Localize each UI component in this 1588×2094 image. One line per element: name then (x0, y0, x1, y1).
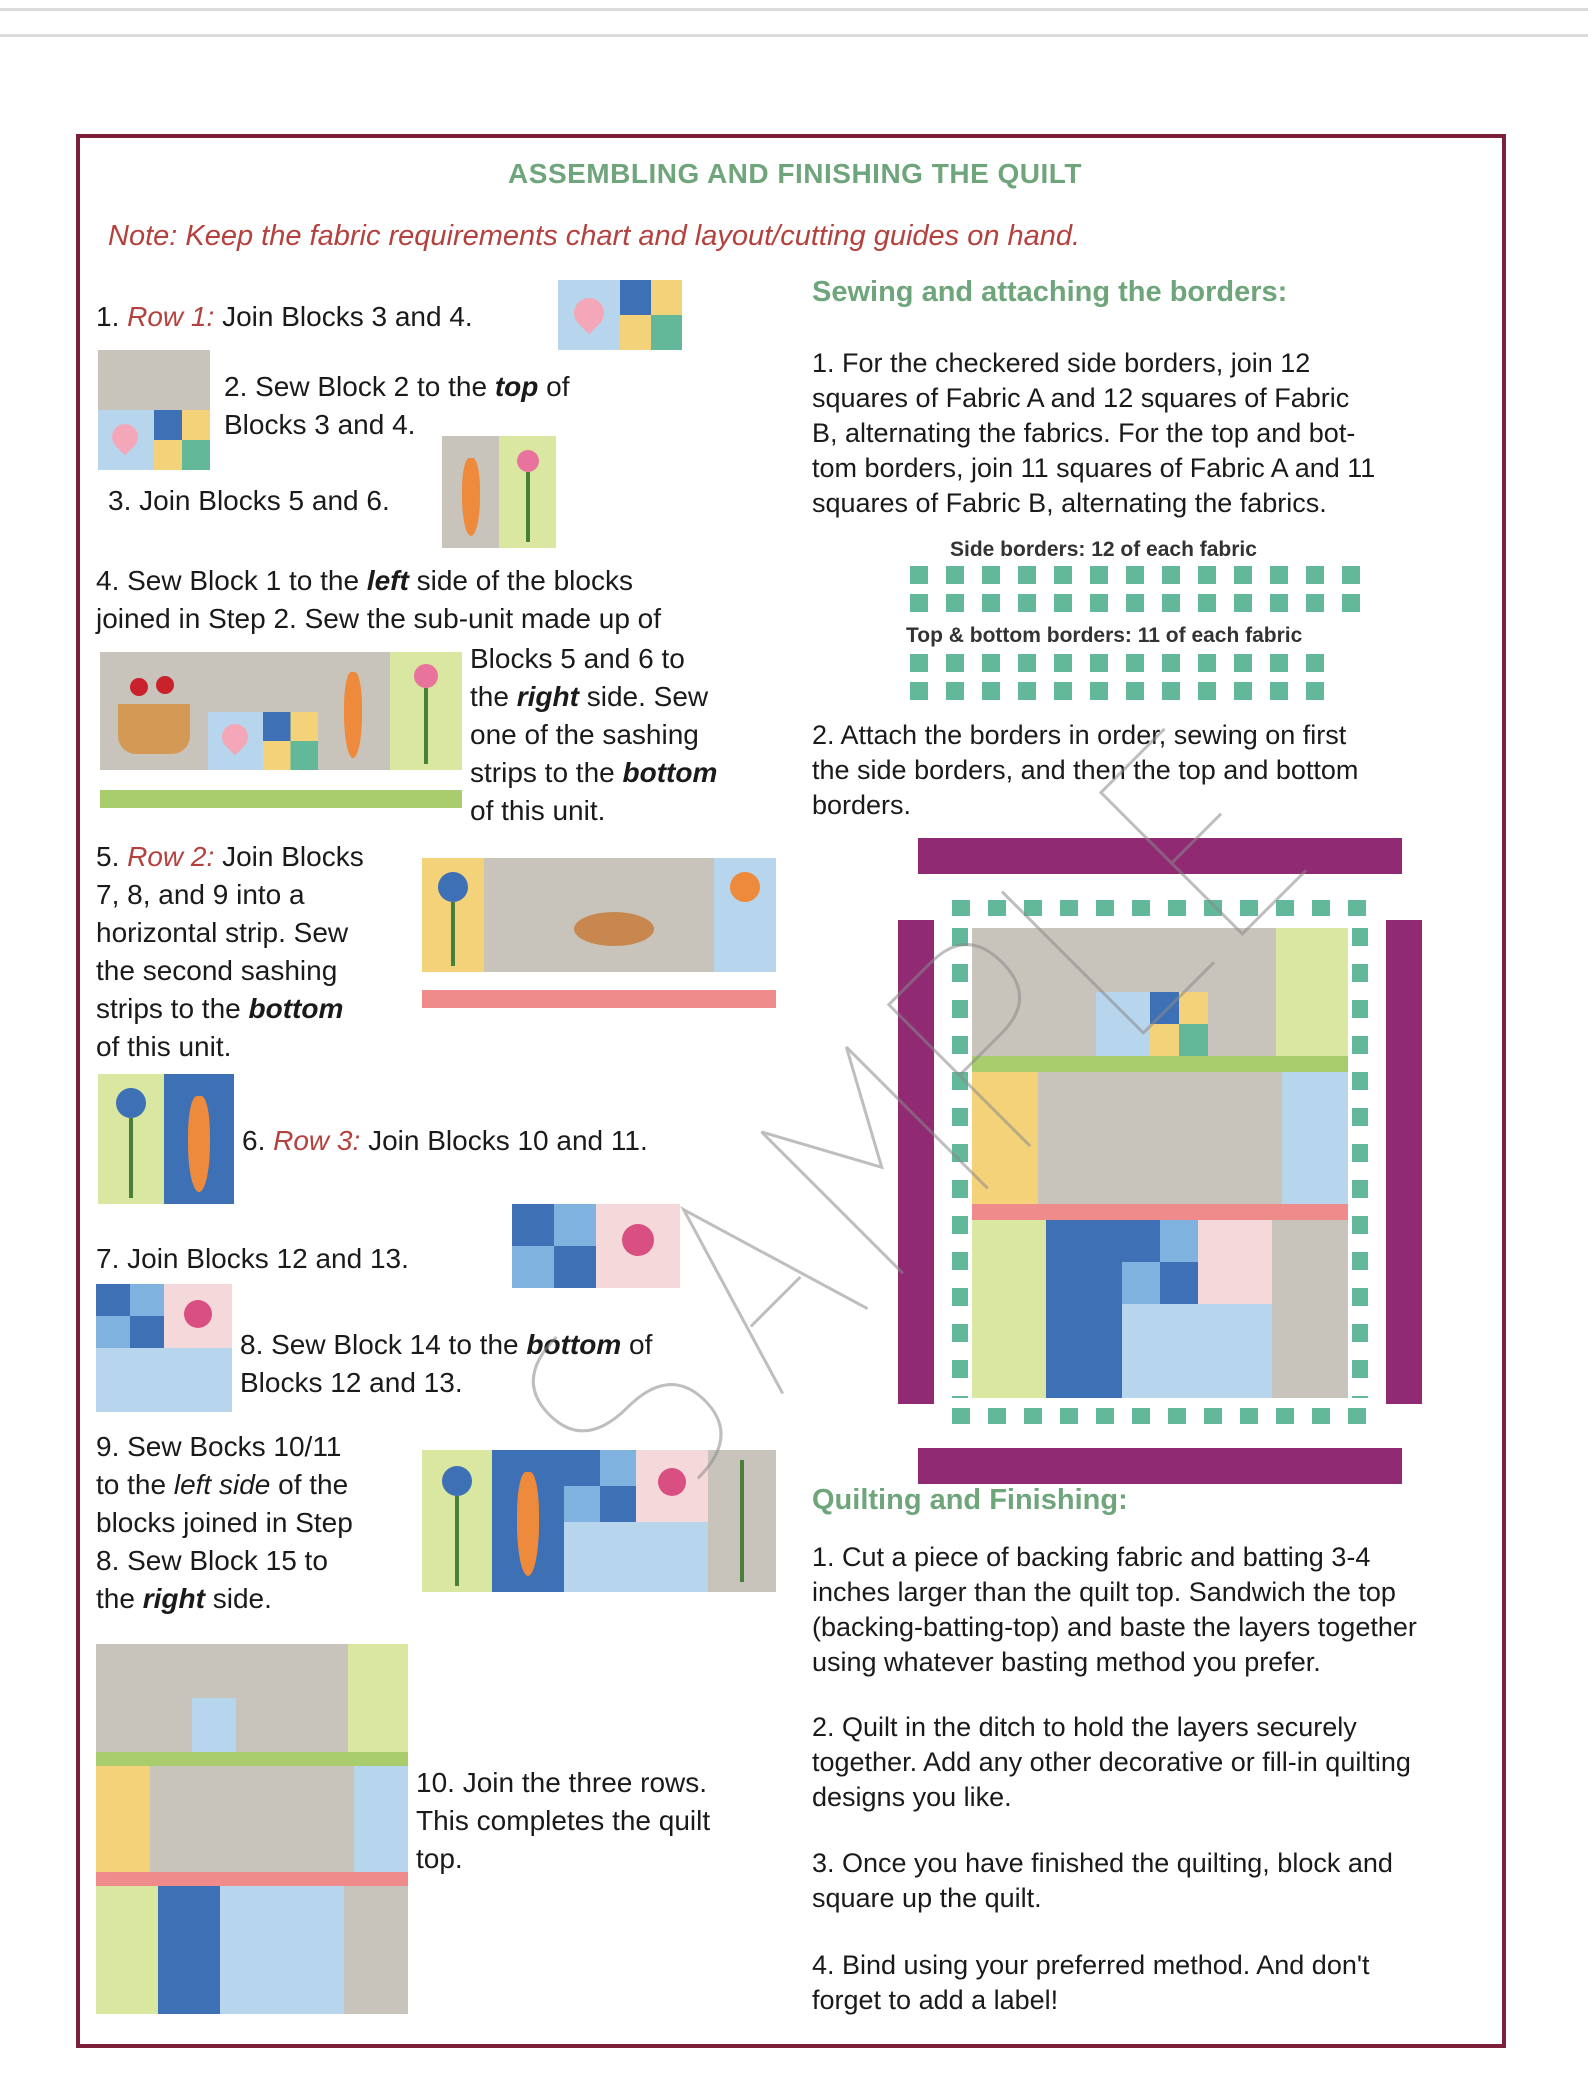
step-10: 10. Join the three rows. This completes the quilt top. (416, 1767, 711, 1874)
sashing-strip-green (100, 790, 462, 808)
left-plum-border (898, 920, 934, 1404)
side-border-strip-2 (910, 594, 1370, 612)
note-text: Note: Keep the fabric requirements chart and layout/cutting guides on hand. (108, 220, 1081, 252)
page-title: ASSEMBLING AND FINISHING THE QUILT (508, 158, 1082, 189)
top-bottom-borders-label: Top & bottom borders: 11 of each fabric (906, 624, 1303, 647)
borders-step-1: 1. For the checkered side borders, join 12 squares of Fabric A and 12 squares of Fabric B, alternating the fabrics. For the top and bot- tom borders, join 11 squares of Fabric A and 11 squares of Fabric B, alternating the fabrics. (812, 348, 1376, 518)
step-4-side: Blocks 5 and 6 to the right side. Sew one of the sashing strips to the bottom of this unit. (470, 643, 718, 826)
diagram-top-checker (952, 900, 1368, 916)
quilting-step-4: 4. Bind using your preferred method. And don't forget to add a label! (812, 1950, 1370, 2015)
row-2-image (422, 858, 776, 972)
step-5: 5. Row 2: Join Blocks 7, 8, and 9 into a horizontal strip. Sew the second sashing strips to the bottom of this unit. (96, 841, 364, 1062)
quilting-step-1: 1. Cut a piece of backing fabric and batting 3-4 inches larger than the quilt top. Sandwich the top (backing-batting-top) and baste the layers together using whatever basting method you prefer. (812, 1542, 1417, 1677)
blocks-12-13-image (512, 1204, 680, 1288)
side-border-strip-1 (910, 566, 1370, 584)
top-rule (0, 8, 1588, 11)
bottom-plum-border (918, 1448, 1402, 1484)
quilting-heading: Quilting and Finishing: (812, 1484, 1128, 1516)
right-plum-border (1386, 920, 1422, 1404)
sashing-strip-pink (422, 990, 776, 1008)
quilting-step-3: 3. Once you have finished the quilting, block and square up the quilt. (812, 1848, 1393, 1913)
step-1: 1. Row 1: Join Blocks 3 and 4. (96, 301, 473, 332)
borders-heading: Sewing and attaching the borders: (812, 276, 1288, 308)
side-borders-label: Side borders: 12 of each fabric (950, 538, 1257, 561)
diagram-left-checker (952, 928, 968, 1398)
blocks-2-3-4-image (98, 350, 210, 470)
borders-step-2: 2. Attach the borders in order, sewing on first the side borders, and then the top and bottom borders. (812, 720, 1359, 820)
diagram-quilt-center (972, 928, 1348, 1398)
bottom-border-strip (910, 682, 1330, 700)
assembled-quilt-top-image (96, 1644, 408, 2014)
top-rule-2 (0, 34, 1588, 37)
blocks-12-13-14-image (96, 1284, 232, 1412)
step-4-line2: joined in Step 2. Sew the sub-unit made up of (96, 603, 662, 634)
row-1-image (100, 652, 462, 770)
step-6: 6. Row 3: Join Blocks 10 and 11. (242, 1125, 648, 1156)
blocks-5-6-image (442, 436, 556, 548)
step-9: 9. Sew Bocks 10/11 to the left side of the blocks joined in Step 8. Sew Block 15 to the right side. (96, 1431, 353, 1614)
diagram-bottom-checker (952, 1408, 1368, 1424)
page-frame (76, 134, 1506, 2048)
quilting-step-2: 2. Quilt in the ditch to hold the layers securely together. Add any other decorative or fill-in quilting designs you like. (812, 1712, 1411, 1812)
step-2: 2. Sew Block 2 to the top of Blocks 3 and 4. (224, 371, 570, 440)
top-plum-border (918, 838, 1402, 874)
step-8: 8. Sew Block 14 to the bottom of Blocks 12 and 13. (240, 1329, 653, 1398)
top-border-strip (910, 654, 1330, 672)
blocks-3-4-image (558, 280, 682, 350)
step-4-line1: 4. Sew Block 1 to the left side of the blocks (96, 565, 633, 596)
diagram-right-checker (1352, 928, 1368, 1398)
blocks-10-11-image (98, 1074, 234, 1204)
step-3: 3. Join Blocks 5 and 6. (108, 485, 390, 516)
row-3-image (422, 1450, 776, 1592)
step-7: 7. Join Blocks 12 and 13. (96, 1243, 409, 1274)
